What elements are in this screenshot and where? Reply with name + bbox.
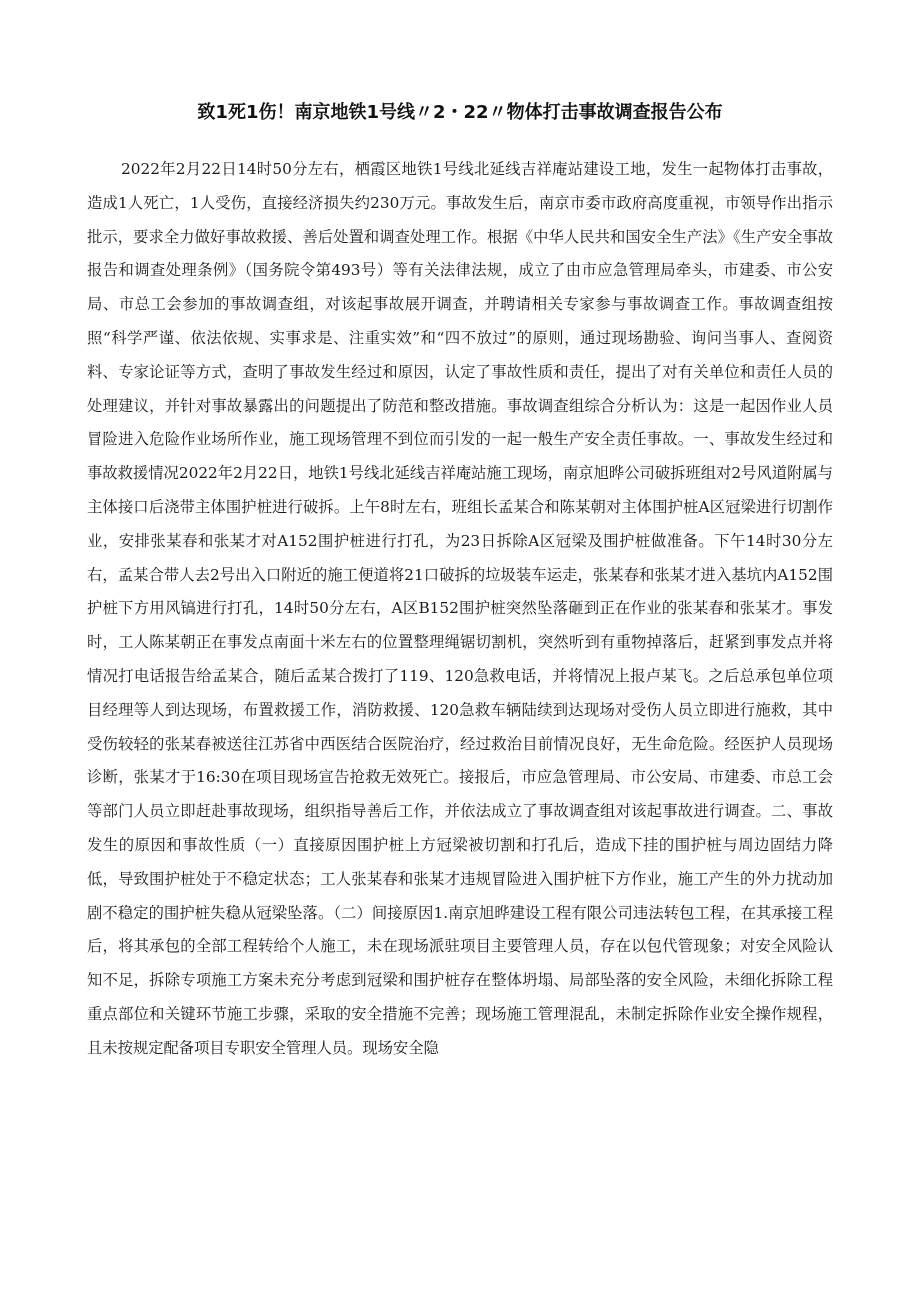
document-body-paragraph: 2022年2月22日14时50分左右，栖霞区地铁1号线北延线吉祥庵站建设工地，发生一起物体打击事故，造成1人死亡，1人受伤，直接经济损失约230万元。事故发生后，南京市委市政府高度重视，市领导作出指示批示，要求全力做好事故救援、善后处置和调查处理工作。根据《中华人民共和国安全生产法》《生产安全事故报告和调查处理条例》（国务院令第493号）等有关法律法规，成立了由市应急管理局牵头，市建委、市公安局、市总工会参加的事故调查组，对该起事故展开调查，并聘请相关专家参与事故调查工作。事故调查组按照“科学严谨、依法依规、实事求是、注重实效”和“四不放过”的原则，通过现场勘验、询问当事人、查阅资料、专家论证等方式，查明了事故发生经过和原因，认定了事故性质和责任，提出了对有关单位和责任人员的处理建议，并针对事故暴露出的问题提出了防范和整改措施。事故调查组综合分析认为：这是一起因作业人员冒险进入危险作业场所作业，施工现场管理不到位而引发的一起一般生产安全责任事故。一、事故发生经过和事故救援情况2022年2月22日，地铁1号线北延线吉祥庵站施工现场，南京旭晔公司破拆班组对2号风道附属与主体接口后浇带主体围护桩进行破拆。上午8时左右，班组长孟某合和陈某朝对主体围护桩A区冠梁进行切割作业，安排张某春和张某才对A152围护桩进行打孔，为23日拆除A区冠梁及围护桩做准备。下午14时30分左右，孟某合带人去2号出入口附近的施工便道将21口破拆的垃圾装车运走，张某春和张某才进入基坑内A152围护桩下方用风镐进行打孔，14时50分左右，A区B152围护桩突然坠落砸到正在作业的张某春和张某才。事发时，工人陈某朝正在事发点南面十米左右的位置整理绳锯切割机，突然听到有重物掉落后，赶紧到事发点并将情况打电话报告给孟某合，随后孟某合拨打了119、120急救电话，并将情况上报卢某飞。之后总承包单位项目经理等人到达现场，布置救援工作，消防救援、120急救车辆陆续到达现场对受伤人员立即进行施救，其中受伤较轻的张某春被送往江苏省中西医结合医院治疗，经过救治目前情况良好，无生命危险。经医护人员现场诊断，张某才于16:30在项目现场宣告抢救无效死亡。接报后，市应急管理局、市公安局、市建委、市总工会等部门人员立即赶赴事故现场，组织指导善后工作，并依法成立了事故调查组对该起事故进行调查。二、事故发生的原因和事故性质（一）直接原因围护桩上方冠梁被切割和打孔后，造成下挂的围护桩与周边固结力降低，导致围护桩处于不稳定状态；工人张某春和张某才违规冒险进入围护桩下方作业，施工产生的外力扰动加剧不稳定的围护桩失稳从冠梁坠落。（二）间接原因1.南京旭晔建设工程有限公司违法转包工程，在其承接工程后，将其承包的全部工程转给个人施工，未在现场派驻项目主要管理人员，存在以包代管现象；对安全风险认知不足，拆除专项施工方案未充分考虑到冠梁和围护桩存在整体坍塌、局部坠落的安全风险，未细化拆除工程重点部位和关键环节施工步骤，采取的安全措施不完善；现场施工管理混乱，未制定拆除作业安全操作规程，且未按规定配备项目专职安全管理人员。现场安全隐 <box>87 160 833 1057</box>
document-title: 致1死1伤！南京地铁1号线〃2・22〃物体打击事故调查报告公布 <box>197 102 723 123</box>
